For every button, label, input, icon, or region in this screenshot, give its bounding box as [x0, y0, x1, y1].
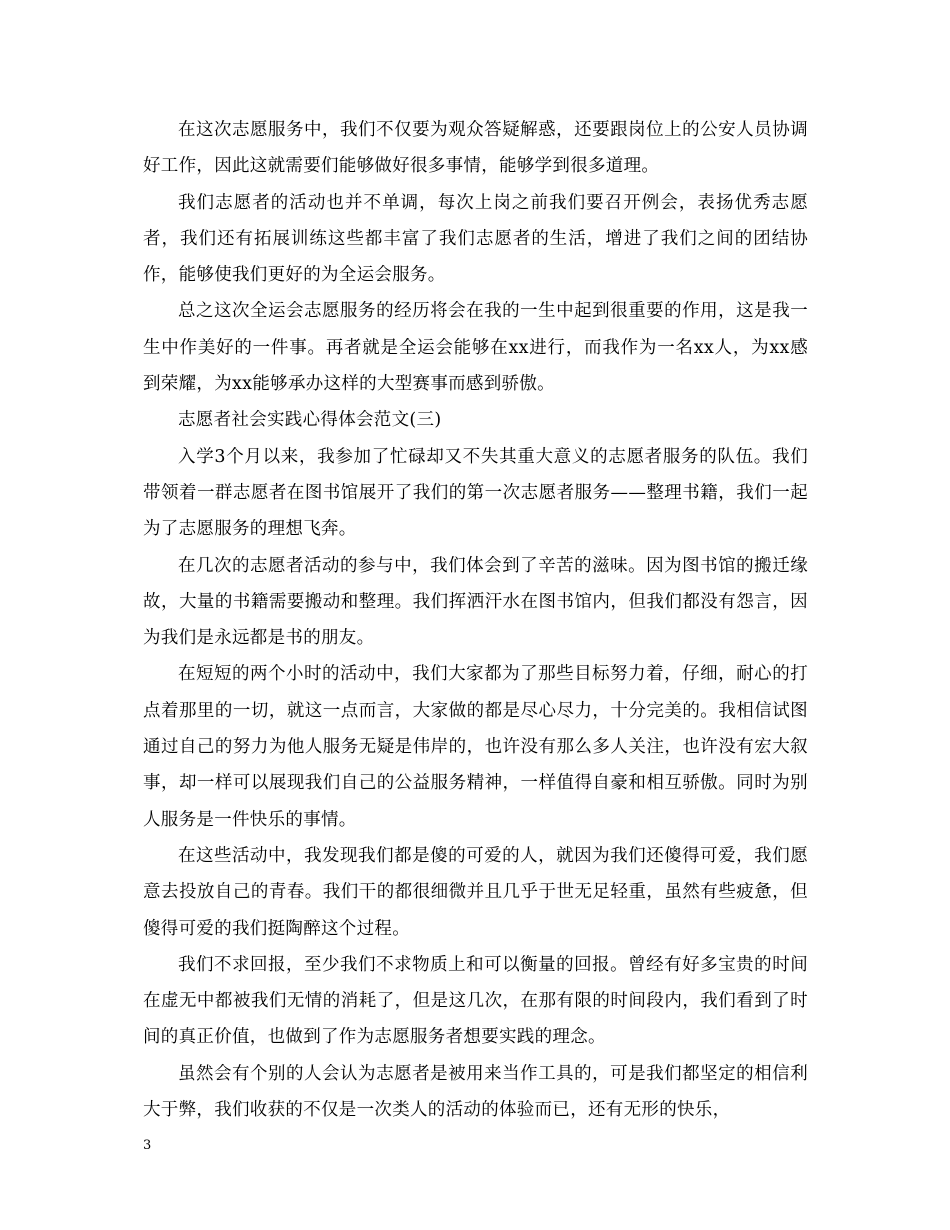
paragraph: 虽然会有个别的人会认为志愿者是被用来当作工具的，可是我们都坚定的相信利大于弊，我们收获的不仅是一次类人的活动的体验而已，还有无形的快乐，	[143, 1063, 808, 1121]
paragraph: 入学3个月以来，我参加了忙碌却又不失其重大意义的志愿者服务的队伍。我们带领着一群志愿者在图书馆展开了我们的第一次志愿者服务——整理书籍，我们一起为了志愿服务的理想飞奔。	[143, 446, 808, 540]
paragraph: 我们不求回报，至少我们不求物质上和可以衡量的回报。曾经有好多宝贵的时间在虚无中都被我们无情的消耗了，但是这几次，在那有限的时间段内，我们看到了时间的真正价值，也做到了作为志愿服务者想要实践的理念。	[143, 954, 808, 1048]
section-heading: 志愿者社会实践心得体会范文(三)	[178, 410, 442, 431]
paragraph: 在这次志愿服务中，我们不仅要为观众答疑解惑，还要跟岗位上的公安人员协调好工作，因此这就需要们能够做好很多事情，能够学到很多道理。	[143, 120, 808, 177]
paragraph: 我们志愿者的活动也并不单调，每次上岗之前我们要召开例会，表扬优秀志愿者，我们还有拓展训练这些都丰富了我们志愿者的生活，增进了我们之间的团结协作，能够使我们更好的为全运会服务。	[143, 192, 808, 286]
body-text	[143, 112, 808, 1128]
paragraph: 总之这次全运会志愿服务的经历将会在我的一生中起到很重要的作用，这是我一生中作美好的一件事。再者就是全运会能够在xx进行，而我作为一名xx人，为xx感到荣耀，为xx能够承办这样的大型赛事而感到骄傲。	[143, 301, 808, 395]
paragraph: 在几次的志愿者活动的参与中，我们体会到了辛苦的滋味。因为图书馆的搬迁缘故，大量的书籍需要搬动和整理。我们挥洒汗水在图书馆内，但我们都没有怨言，因为我们是永远都是书的朋友。	[143, 555, 808, 649]
paragraph: 在这些活动中，我发现我们都是傻的可爱的人，就因为我们还傻得可爱，我们愿意去投放自己的青春。我们干的都很细微并且几乎于世无足轻重，虽然有些疲惫，但傻得可爱的我们挺陶醉这个过程。	[143, 845, 808, 939]
page-number: 3	[143, 1138, 152, 1153]
paragraph: 在短短的两个小时的活动中，我们大家都为了那些目标努力着，仔细，耐心的打点着那里的一切，就这一点而言，大家做的都是尽心尽力，十分完美的。我相信试图通过自己的努力为他人服务无疑是伟岸的，也许没有那么多人关注，也许没有宏大叙事，却一样可以展现我们自己的公益服务精神，一样值得自豪和相互骄傲。同时为别人服务是一件快乐的事情。	[143, 664, 808, 830]
